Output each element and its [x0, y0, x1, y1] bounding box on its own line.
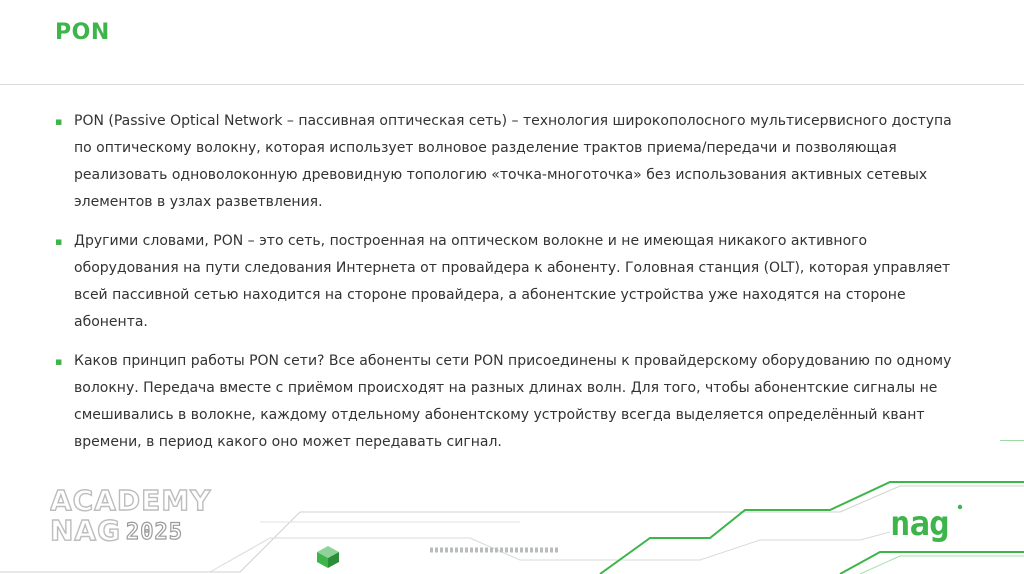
bullet-text: PON (Passive Optical Network – пассивная оптическая сеть) – технология широкополосного мультисервисного доступа по оптическому волокну, которая использует волновое разделение трактов приема/передачи и позволяющая реализовать одноволоконную древовидную топологию «точка-многоточка» без использования активных сетевых элементов в узлах разветвления. [74, 113, 952, 210]
logo-nag-text: NAG [50, 514, 122, 547]
bullet-item [55, 228, 955, 336]
bullet-list [55, 108, 955, 468]
nag-logo-dot-icon [958, 505, 962, 509]
cube-icon [316, 545, 340, 569]
bullet-dot-icon: ▪ [55, 235, 63, 248]
bullet-text: Каков принцип работы PON сети? Все абоненты сети PON присоединены к провайдерскому оборудованию по одному волокну. Передача вместе с приёмом происходят на разных длинах волн. Для того, чтобы абонентские сигналы не смешивались в волокне, каждому отдельному абонентскому устройству всегда выделяется определённый квант времени, в период какого оно может передавать сигнал. [74, 353, 952, 450]
bullet-item [55, 108, 955, 216]
logo-year-text: 2025 [126, 520, 183, 545]
logo-academy-text: ACADEMY [50, 484, 212, 517]
bullet-dot-icon: ▪ [55, 355, 63, 368]
slide-title: PON [55, 20, 110, 45]
nag-logo [890, 503, 970, 549]
bullet-text: Другими словами, PON – это сеть, построенная на оптическом волокне и не имеющая никакого активного оборудования на пути следования Интернета от провайдера к абоненту. Головная станция (OLT), которая управляет всей пассивной сетью находится на стороне провайдера, а абонентские устройства уже находятся на стороне абонента. [74, 233, 951, 330]
academy-nag-logo [50, 482, 220, 550]
title-divider [0, 84, 1024, 85]
bullet-dot-icon: ▪ [55, 115, 63, 128]
nag-logo-text: nag [890, 504, 949, 544]
